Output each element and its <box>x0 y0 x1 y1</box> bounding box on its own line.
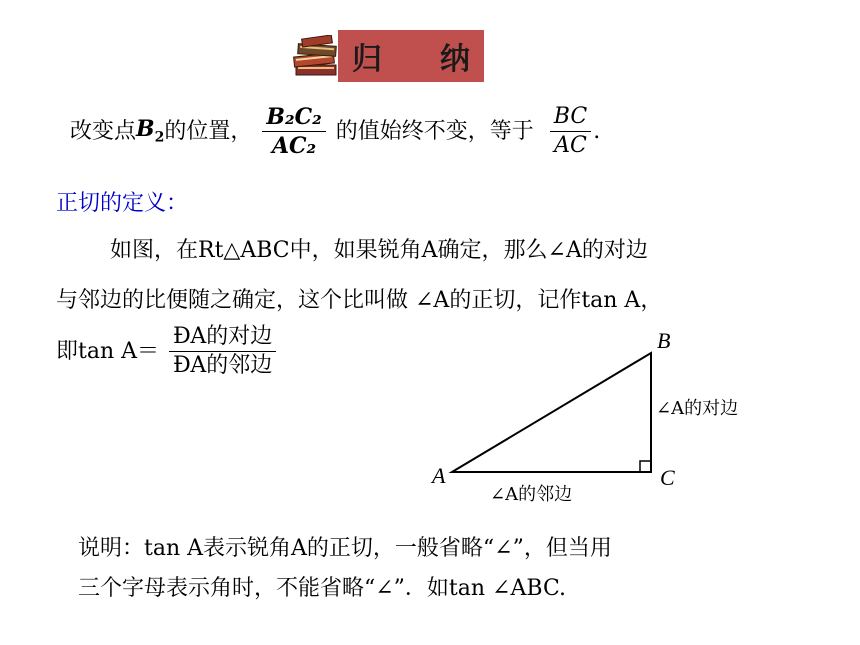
adjacent-side-label: ∠A的邻边 <box>490 484 573 505</box>
right-angle-mark <box>640 461 651 472</box>
intro-after: 的值始终不变，等于 <box>335 118 534 144</box>
fraction-denominator: AC₂ <box>271 133 317 159</box>
vertex-label-b: B <box>657 328 671 353</box>
summary-banner <box>338 30 484 82</box>
point-label: $B_2$ <box>136 116 165 146</box>
triangle-abc <box>452 353 651 472</box>
fraction-numerator: BC <box>550 106 591 132</box>
definition-line-2: 与邻边的比便随之确定，这个比叫做 ∠A的正切，记作tan A， <box>56 288 663 313</box>
note-line-1: 说明：tan A表示锐角A的正切，一般省略“∠”，但当用 <box>78 536 612 561</box>
definition-line-1: 如图，在Rt△ABC中，如果锐角A确定，那么∠A的对边 <box>110 238 648 263</box>
tan-formula-prefix: 即tan A＝ <box>56 338 160 364</box>
vertex-label-a: A <box>432 463 446 488</box>
books-icon <box>290 35 342 79</box>
intro-line <box>70 106 600 157</box>
definition-heading: 正切的定义： <box>56 191 189 216</box>
tan-definition-fraction <box>169 326 276 377</box>
opposite-side-label: ∠A的对边 <box>656 398 739 419</box>
banner-title-right: 纳 <box>440 42 470 77</box>
ratio-fraction-b2c2-ac2 <box>262 106 325 157</box>
ratio-fraction-bc-ac <box>550 106 591 157</box>
intro-prefix: 改变点 <box>70 118 137 144</box>
note-line-2: 三个字母表示角时，不能省略“∠”．如tan ∠ABC. <box>78 576 566 601</box>
vertex-label-c: C <box>660 465 675 490</box>
intro-end: . <box>593 118 601 144</box>
right-triangle-diagram <box>420 325 800 510</box>
definition-line-3 <box>56 326 276 377</box>
fraction-numerator: B₂C₂ <box>262 106 325 132</box>
fraction-denominator: AC <box>554 133 587 158</box>
intro-mid: 的位置， <box>164 118 253 144</box>
fraction-denominator: ÐA的邻边 <box>173 353 273 378</box>
fraction-numerator: ÐA的对边 <box>169 326 276 352</box>
banner-title-left: 归 <box>352 42 382 77</box>
